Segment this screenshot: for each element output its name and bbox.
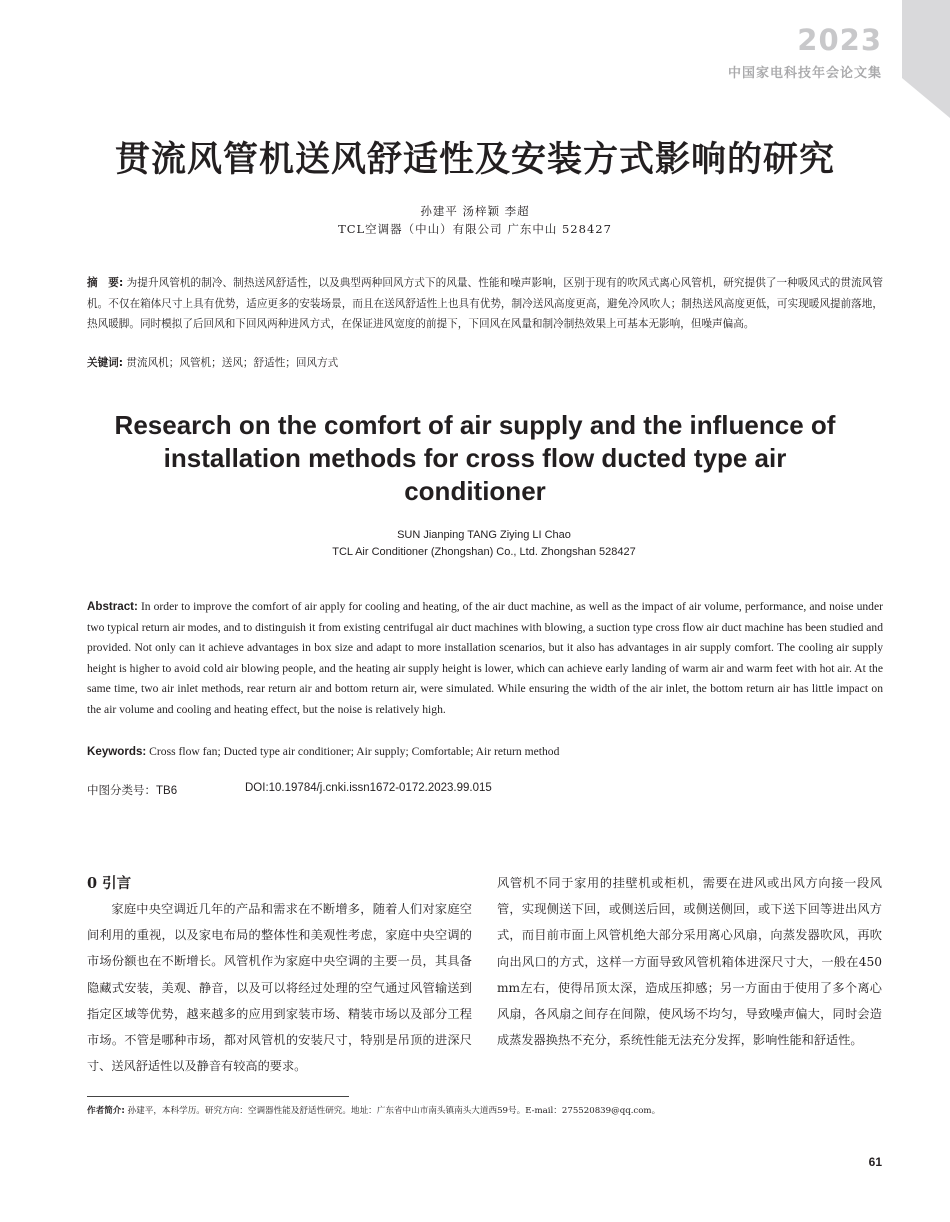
- body-paragraph: 家庭中央空调近几年的产品和需求在不断增多，随着人们对家庭空间利用的重视，以及家电布局的整体性和美观性考虑，家庭中央空调的市场份额也在不断增长。风管机作为家庭中央空调的主要一员，其具备隐藏式安装，美观、静音，以及可以将经过处理的空气通过风管输送到指定区域等优势，越来越多的应用到家装市场、精装市场以及部分工程市场。不管是哪种市场，都对风管机的安装尺寸，特别是吊顶的进深尺寸、送风舒适性以及静音有较高的要求。: [87, 902, 472, 1074]
- author-footnote: [87, 1103, 887, 1119]
- chinese-keywords: [87, 353, 883, 373]
- chinese-keywords-text: 贯流风机；风管机；送风；舒适性；回风方式: [123, 357, 339, 369]
- english-affiliation: TCL Air Conditioner (Zhongshan) Co., Ltd. Zhongshan 528427: [332, 546, 636, 558]
- page-corner-fold: [902, 0, 950, 118]
- section-heading: 0 引言: [87, 875, 132, 892]
- classification-row: [87, 782, 492, 798]
- journal-name: 中国家电科技年会论文集: [727, 66, 882, 81]
- english-authors: SUN Jianping TANG Ziying LI Chao: [397, 529, 571, 541]
- footnote-rule: [87, 1096, 349, 1097]
- english-keywords-text: Cross flow fan; Ducted type air conditioner; Air supply; Comfortable; Air return method: [146, 745, 560, 758]
- english-abstract-label: Abstract:: [87, 600, 138, 613]
- footnote-label: 作者简介:: [87, 1106, 125, 1116]
- english-abstract-text: In order to improve the comfort of air apply for cooling and heating, of the air duct machine, as well as the impact of air volume, performance, and noise under two typical return air modes, and to distinguish it from existing centrifugal air duct machines with blowing, a suction type cross flow air duct machine has been studied and provided. Not only can it achieve advantages in box size and adapt to more installation scenarios, but it also has advantages in air supply comfort. The cooling air supply height is higher to avoid cold air blowing people, and the heating air supply height is lower, which can achieve early landing of warm air and warm feet with hot air. At the same time, two air inlet methods, rear return air and bottom return air, were simulated. While ensuring the width of the air inlet, the bottom return air has little impact on the air volume and cooling and heating effect, but the noise is relatively high.: [87, 600, 883, 716]
- english-keywords: [87, 742, 883, 762]
- english-abstract: [87, 597, 883, 720]
- clc-number: 中图分类号：TB6: [87, 785, 178, 797]
- body-left-column: [87, 872, 472, 1079]
- chinese-title: 贯流风管机送风舒适性及安装方式影响的研究: [114, 139, 835, 180]
- journal-year: 2023: [797, 23, 882, 57]
- doi: DOI:10.19784/j.cnki.issn1672-0172.2023.99.015: [245, 782, 492, 794]
- chinese-abstract-label: 摘 要:: [87, 277, 124, 289]
- footnote-text: 孙建平，本科学历。研究方向：空调器性能及舒适性研究。地址：广东省中山市南头镇南头大道西59号。E-mail：275520839@qq.com。: [124, 1106, 661, 1116]
- page-number: 61: [868, 1155, 882, 1169]
- chinese-affiliation: TCL空调器（中山）有限公司 广东中山 528427: [338, 222, 612, 236]
- chinese-abstract: [87, 273, 883, 335]
- english-keywords-label: Keywords:: [87, 745, 147, 758]
- body-right-column: [497, 870, 882, 1053]
- chinese-authors: 孙建平 汤梓颖 李超: [420, 204, 530, 218]
- chinese-keywords-label: 关键词:: [87, 357, 124, 369]
- body-paragraph: 风管机不同于家用的挂壁机或柜机，需要在进风或出风方向接一段风管，实现侧送下回，或侧送后回，或侧送侧回，或下送下回等进出风方式，而目前市面上风管机绝大部分采用离心风扇，向蒸发器吹风，再吹向出风口的方式，这样一方面导致风管机箱体进深尺寸大，一般在450 mm左右，使得吊顶太深，造成压抑感；另一方面由于使用了多个离心风扇，各风扇之间存在间隙，使风场不均匀，导致噪声偏大，同时会造成蒸发器换热不充分，系统性能无法充分发挥，影响性能和舒适性。: [497, 876, 882, 1048]
- english-title: Research on the comfort of air supply and the influence of installation methods for cross flow ducted type air conditioner: [114, 410, 836, 506]
- chinese-abstract-text: 为提升风管机的制冷、制热送风舒适性，以及典型两种回风方式下的风量、性能和噪声影响，区别于现有的吹风式离心风管机，研究提供了一种吸风式的贯流风管机。不仅在箱体尺寸上具有优势，适应更多的安装场景，而且在送风舒适性上也具有优势，制冷送风高度更高，避免冷风吹人；制热送风高度更低，可实现暖风提前落地，热风暖脚。同时模拟了后回风和下回风两种进风方式，在保证进风宽度的前提下，下回风在风量和制冷制热效果上可基本无影响，但噪声偏高。: [87, 277, 883, 331]
